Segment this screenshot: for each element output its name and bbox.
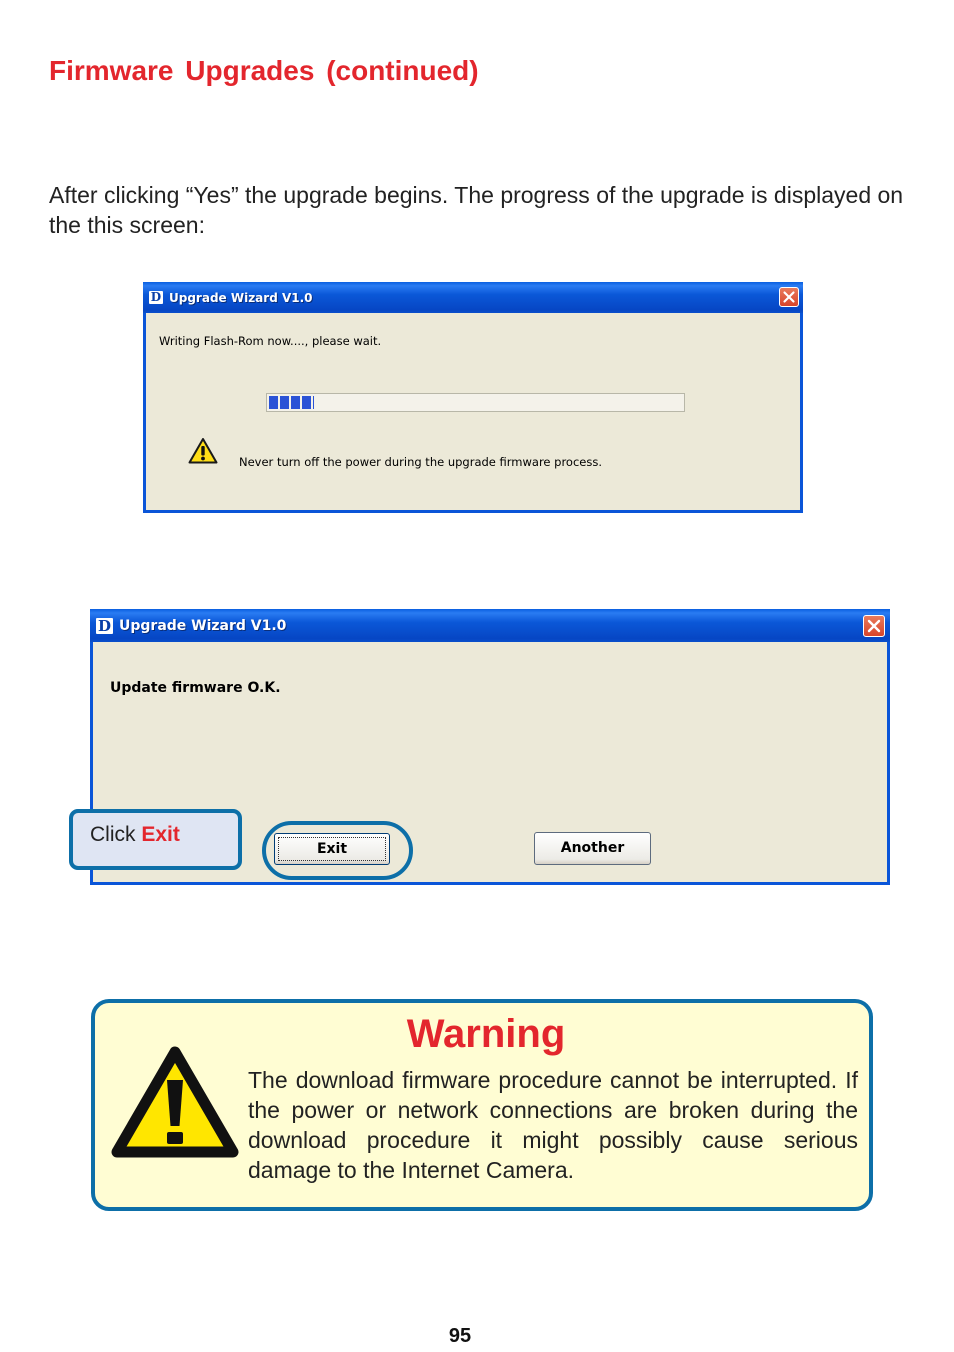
page-number: 95: [448, 1325, 472, 1347]
progress-bar: [266, 393, 685, 412]
done-dialog-title: Upgrade Wizard V1.0: [119, 617, 287, 634]
another-button-label: Another: [560, 840, 625, 856]
done-message: Update firmware O.K.: [110, 680, 281, 696]
exit-button[interactable]: [274, 833, 390, 865]
dlink-logo-icon: D: [97, 616, 111, 635]
another-button[interactable]: [534, 832, 651, 865]
warning-box: [91, 999, 873, 1211]
callout-prefix: Click: [90, 823, 142, 846]
progress-dialog-body: [146, 313, 800, 510]
close-icon[interactable]: [779, 287, 799, 307]
focus-outline: [278, 837, 386, 861]
exit-button-label: Exit: [316, 841, 348, 857]
warning-icon: [111, 1044, 239, 1162]
warning-text: The download firmware procedure cannot be interrupted. If the power or network connections are broken during the download procedure it might possibly cause serious damage to the Internet Camera.: [248, 1067, 858, 1183]
progress-dialog: [143, 282, 803, 513]
click-exit-callout: [69, 809, 242, 870]
power-warning-note: Never turn off the power during the upgrade firmware process.: [239, 455, 603, 469]
progress-dialog-title: Upgrade Wizard V1.0: [169, 290, 313, 305]
dlink-logo-icon: D: [150, 290, 162, 304]
warning-icon: [188, 437, 218, 465]
warning-title: Warning: [406, 1012, 566, 1056]
callout-emphasis: Exit: [141, 823, 180, 846]
close-icon[interactable]: [863, 615, 885, 637]
progress-bar-fill: [269, 396, 314, 409]
done-dialog-titlebar[interactable]: [90, 609, 890, 642]
progress-message: Writing Flash-Rom now...., please wait.: [159, 334, 382, 348]
callout-text: [90, 823, 180, 847]
progress-dialog-titlebar[interactable]: [143, 282, 803, 313]
page-heading: Firmware Upgrades (continued): [49, 55, 479, 86]
intro-paragraph: After clicking “Yes” the upgrade begins. The progress of the upgrade is displayed on the this screen:: [49, 182, 904, 238]
